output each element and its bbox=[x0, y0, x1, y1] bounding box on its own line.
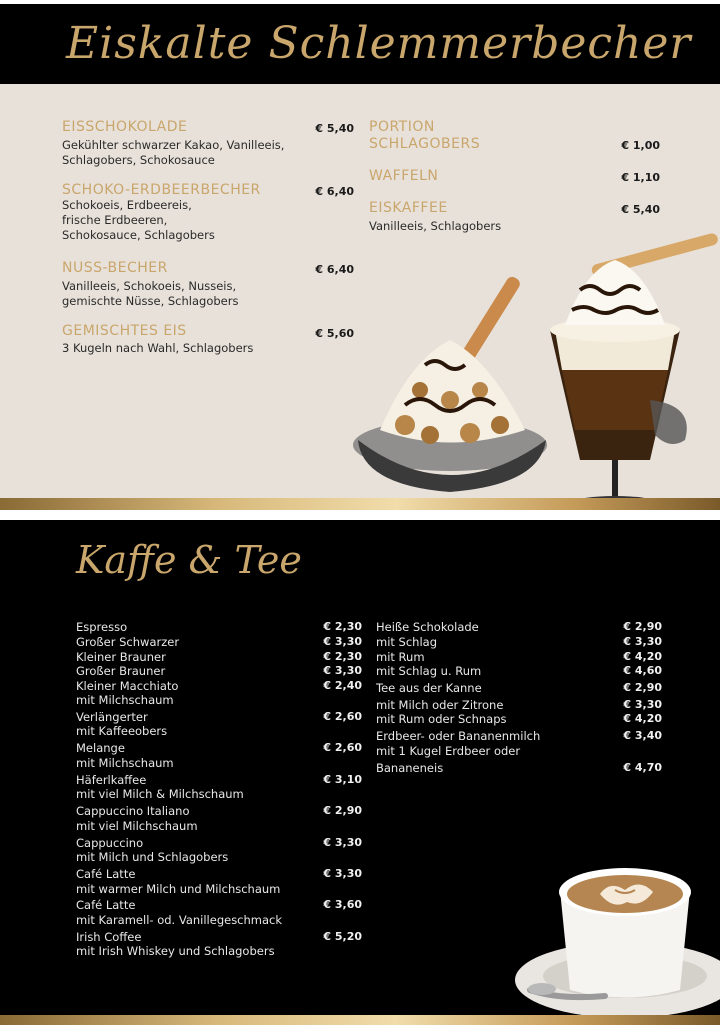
menu-item-price: € 3,30 bbox=[623, 635, 662, 648]
menu-item-price: € 3,30 bbox=[623, 698, 662, 711]
menu-item-name: mit Rum bbox=[376, 650, 425, 664]
gold-divider bbox=[0, 1015, 720, 1025]
menu-item-name: Café Latte bbox=[76, 898, 136, 912]
menu-item-name: Großer Brauner bbox=[76, 664, 166, 678]
menu-item-price: € 2,40 bbox=[323, 679, 362, 692]
item-desc: Vanilleeis, Schlagobers bbox=[369, 219, 502, 233]
menu-item-price: € 2,90 bbox=[323, 804, 362, 817]
menu-item-price: € 3,30 bbox=[323, 867, 362, 880]
menu-item-price: € 3,30 bbox=[323, 836, 362, 849]
menu-item-price: € 3,40 bbox=[623, 729, 662, 742]
item-name: WAFFELN bbox=[369, 168, 439, 184]
menu-item-price: € 4,20 bbox=[623, 650, 662, 663]
section-title-eis: Eiskalte Schlemmerbecher bbox=[66, 18, 692, 69]
item-name: SCHOKO-ERDBEERBECHER bbox=[62, 182, 261, 198]
menu-item-name: Kleiner Brauner bbox=[76, 650, 166, 664]
menu-item-sub: mit Irish Whiskey und Schlagobers bbox=[76, 944, 275, 958]
menu-item-name: Irish Coffee bbox=[76, 930, 142, 944]
item-desc: Schlagobers, Schokosauce bbox=[62, 153, 215, 167]
menu-item-name: Cappuccino bbox=[76, 836, 144, 850]
item-price: € 1,10 bbox=[621, 171, 660, 184]
menu-item-price: € 2,60 bbox=[323, 741, 362, 754]
menu-item-price: € 2,30 bbox=[323, 650, 362, 663]
menu-item-sub: mit Milchschaum bbox=[76, 693, 174, 707]
menu-item-name: Cappuccino Italiano bbox=[76, 804, 190, 818]
item-price: € 5,40 bbox=[315, 122, 354, 135]
menu-item-name: Großer Schwarzer bbox=[76, 635, 180, 649]
item-name: PORTION bbox=[369, 119, 435, 135]
menu-item-price: € 3,30 bbox=[323, 664, 362, 677]
item-price: € 1,00 bbox=[621, 139, 660, 152]
menu-item-name: mit Rum oder Schnaps bbox=[376, 712, 507, 726]
menu-item-price: € 2,60 bbox=[323, 710, 362, 723]
item-desc: frische Erdbeeren, bbox=[62, 213, 168, 227]
menu-item-sub: mit Milchschaum bbox=[76, 756, 174, 770]
menu-item-sub: mit viel Milchschaum bbox=[76, 819, 198, 833]
gold-divider bbox=[0, 498, 720, 510]
menu-item-sub: mit Kaffeeobers bbox=[76, 724, 168, 738]
menu-item-name: Café Latte bbox=[76, 867, 136, 881]
menu-item-sub: mit viel Milch & Milchschaum bbox=[76, 787, 244, 801]
item-name: EISKAFFEE bbox=[369, 200, 448, 216]
menu-item-name: mit Milch oder Zitrone bbox=[376, 698, 504, 712]
menu-item-price: € 5,20 bbox=[323, 930, 362, 943]
item-price: € 5,60 bbox=[315, 327, 354, 340]
menu-item-price: € 3,30 bbox=[323, 635, 362, 648]
menu-item-sub: mit Karamell- od. Vanillegeschmack bbox=[76, 913, 283, 927]
item-price: € 6,40 bbox=[315, 185, 354, 198]
ice-cream-sundae-image bbox=[350, 230, 720, 510]
menu-item-price: € 2,30 bbox=[323, 620, 362, 633]
item-desc: 3 Kugeln nach Wahl, Schlagobers bbox=[62, 341, 254, 355]
menu-item-name: Espresso bbox=[76, 620, 128, 634]
menu-item-price: € 3,60 bbox=[323, 898, 362, 911]
menu-item-name: Melange bbox=[76, 741, 125, 755]
section-title-kaffee: Kaffe & Tee bbox=[76, 538, 302, 582]
menu-item-name: mit Schlag bbox=[376, 635, 438, 649]
menu-item-name: Heiße Schokolade bbox=[376, 620, 479, 634]
menu-item-price: € 2,90 bbox=[623, 620, 662, 633]
menu-item-price: € 2,90 bbox=[623, 681, 662, 694]
menu-item-name: Häferlkaffee bbox=[76, 773, 147, 787]
menu-item-sub: mit warmer Milch und Milchschaum bbox=[76, 882, 281, 896]
menu-item-price: € 4,20 bbox=[623, 712, 662, 725]
menu-item-price: € 3,10 bbox=[323, 773, 362, 786]
menu-item-name: Bananeneis bbox=[376, 761, 444, 775]
item-name: NUSS-BECHER bbox=[62, 260, 168, 276]
coffee-cup-image bbox=[500, 850, 720, 1015]
item-desc: Schokoeis, Erdbeereis, bbox=[62, 198, 192, 212]
item-name: SCHLAGOBERS bbox=[369, 136, 481, 152]
item-price: € 6,40 bbox=[315, 263, 354, 276]
item-desc: Vanilleeis, Schokoeis, Nusseis, bbox=[62, 279, 237, 293]
menu-item-sub: mit Milch und Schlagobers bbox=[76, 850, 229, 864]
item-desc: Gekühlter schwarzer Kakao, Vanilleeis, bbox=[62, 138, 285, 152]
item-name: GEMISCHTES EIS bbox=[62, 323, 187, 339]
menu-item-name: Tee aus der Kanne bbox=[376, 681, 482, 695]
item-desc: gemischte Nüsse, Schlagobers bbox=[62, 294, 239, 308]
menu-item-name: Erdbeer- oder Bananenmilch bbox=[376, 729, 541, 743]
menu-item-name: Kleiner Macchiato bbox=[76, 679, 179, 693]
item-price: € 5,40 bbox=[621, 203, 660, 216]
item-name: EISSCHOKOLADE bbox=[62, 119, 188, 135]
menu-item-name: Verlängerter bbox=[76, 710, 148, 724]
menu-item-name: mit 1 Kugel Erdbeer oder bbox=[376, 744, 521, 758]
item-desc: Schokosauce, Schlagobers bbox=[62, 228, 215, 242]
menu-item-price: € 4,70 bbox=[623, 761, 662, 774]
menu-item-name: mit Schlag u. Rum bbox=[376, 664, 482, 678]
menu-item-price: € 4,60 bbox=[623, 664, 662, 677]
